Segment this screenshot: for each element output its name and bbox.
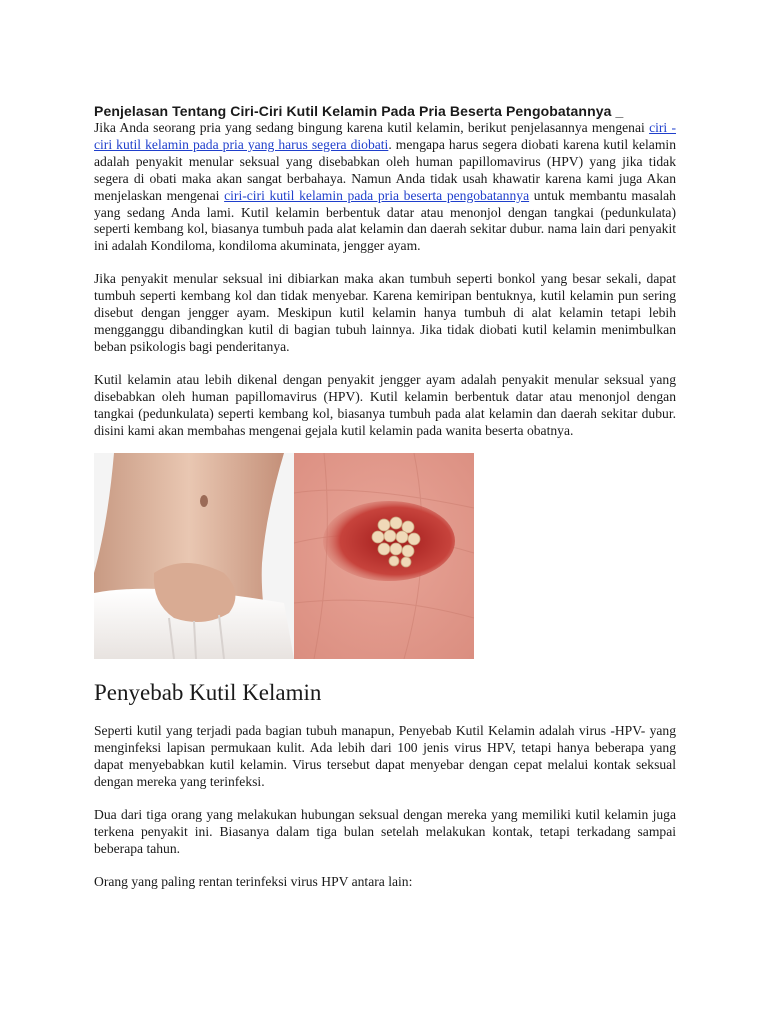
link-ciri-kutil-pengobatan[interactable]: ciri-ciri kutil kelamin pada pria beserta pengobatannya [224,187,530,203]
link-ciri-kutil-pria-diobati[interactable]: ciri - ciri kutil kelamin pada pria yang harus segera diobati [94,120,676,152]
paragraph-3: Kutil kelamin atau lebih dikenal dengan penyakit jengger ayam adalah penyakit menular seksual yang disebabkan oleh human papillomavirus (HPV). Kutil kelamin berbentuk datar atau menonjol dengan tangkai (pedunkulata) seperti kembang kol, biasanya tumbuh pada alat kelamin dan daerah sekitar dubur. disini kami akan membahas mengenai gejala kutil kelamin pada wanita beserta obatnya. [94,371,676,438]
paragraph-5: Dua dari tiga orang yang melakukan hubungan seksual dengan mereka yang memiliki kutil kelamin juga terkena penyakit ini. Biasanya dalam tiga bulan setelah melakukan kontak, tetapi terkadang sampai beberapa tahun. [94,807,676,856]
intro-text-1: Jika Anda seorang pria yang sedang bingung karena kutil kelamin, berikut penjelasannya mengenai [94,120,650,135]
intro-paragraph [94,120,676,255]
image-row [94,453,676,659]
torso-photo [94,453,294,659]
document-title: Penjelasan Tentang Ciri-Ciri Kutil Kelamin Pada Pria Beserta Pengobatannya _ [94,103,624,119]
intro-text-3: untuk membantu masalah yang sedang Anda lami. Kutil kelamin berbentuk datar atau menonjol dengan tangkai (pedunkulata) seperti kembang kol, biasanya tumbuh pada alat kelamin dan daerah sekitar dubur. nama lain dari penyakit ini adalah Kondiloma, kondiloma akuminata, jengger ayam. [94,187,676,254]
paragraph-4: Seperti kutil yang terjadi pada bagian tubuh manapun, Penyebab Kutil Kelamin adalah virus -HPV- yang menginfeksi lapisan permukaan kulit. Ada lebih dari 100 jenis virus HPV, tetapi hanya beberapa yang dapat menyebabkan kutil kelamin. Virus tersebut dapat menyebar dengan cepat melalui kontak seksual dengan mereka yang terinfeksi. [94,723,676,790]
wart-closeup-photo [294,453,474,659]
torso-illustration [94,453,294,659]
paragraph-2: Jika penyakit menular seksual ini dibiarkan maka akan tumbuh seperti bonkol yang besar sekali, dapat tumbuh seperti kembang kol dan tidak menyebar. Karena kemiripan bentuknya, kutil kelamin pun sering disebut dengan jengger ayam. Meskipun kutil kelamin hanya tumbuh di alat kelamin tetapi lebih mengganggu dibandingkan kutil di bagian tubuh lainnya. Jika tidak diobati kutil kelamin menimbulkan beban psikologis bagi penderitanya. [94,271,676,354]
section-heading-penyebab: Penyebab Kutil Kelamin [94,680,322,706]
paragraph-6: Orang yang paling rentan terinfeksi virus HPV antara lain: [94,873,413,889]
document-page [94,103,676,891]
wart-illustration [294,453,474,659]
intro-text-2: . mengapa harus segera diobati karena kutil kelamin adalah penyakit menular seksual yang disebabkan oleh human papillomavirus (HPV) yang jika tidak segera di obati maka akan sangat berbahaya. Namun Anda tidak usah khawatir karena kami juga Akan menjelaskan mengenai [94,136,676,203]
